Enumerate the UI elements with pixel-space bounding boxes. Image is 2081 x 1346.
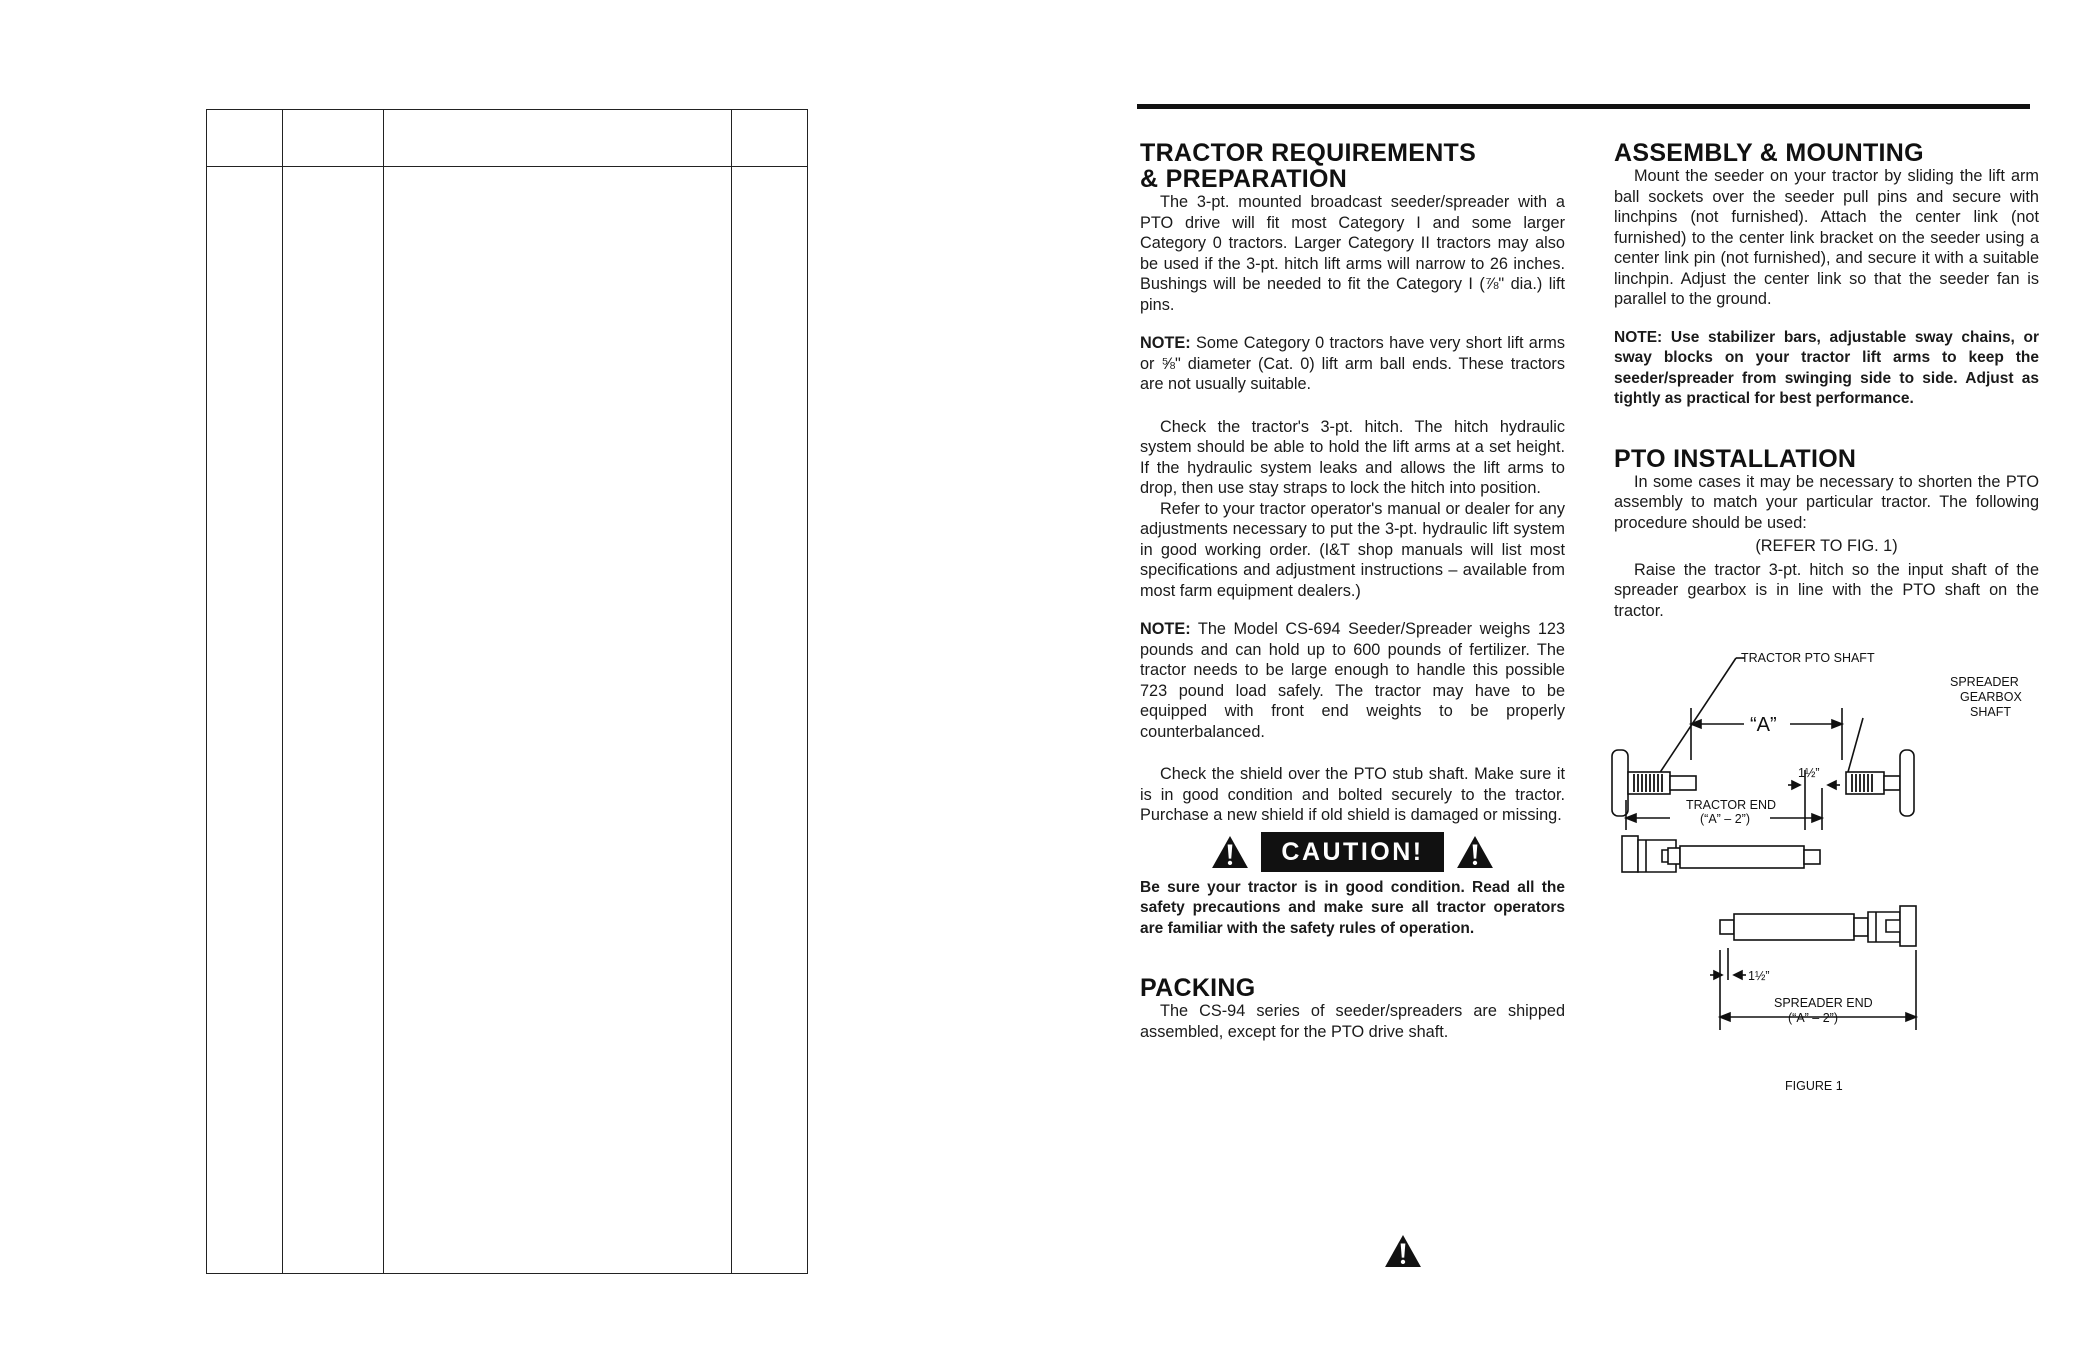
leader-line — [1655, 658, 1736, 780]
table-header-divider — [207, 166, 807, 167]
caution-banner — [1140, 832, 1565, 872]
top-rule — [1137, 104, 2030, 109]
gearbox-shaft-collar — [1884, 776, 1900, 790]
gearbox-flange — [1900, 750, 1914, 816]
tractor-heading-line2: & PREPARATION — [1140, 165, 1348, 193]
label-dimension-a: “A” — [1750, 714, 1777, 736]
assembly-text: Mount the seeder on your tractor by sliding the lift arm ball sockets over the seeder pull pins and secure with linchpins (not furnished). Attach the center link (not furnished) to the center link bracket on the seeder using a center link pin (not furnished), and secure it with a suitable linchpin. Adjust the center link so that the seeder fan is parallel to the ground. — [1614, 167, 2039, 308]
label-shaft: SHAFT — [1970, 705, 2011, 719]
label-spreader-end-dim: (“A” – 2”) — [1788, 1011, 1838, 1025]
spreader-end-tube — [1734, 914, 1854, 940]
tractor-end-tube — [1680, 846, 1804, 868]
pto-paragraph-1: In some cases it may be necessary to shorten the PTO assembly to match your particular tractor. The following procedure should be used: — [1614, 472, 2039, 532]
table-column-divider — [731, 110, 732, 1273]
tractor-note-2: NOTE: The Model CS-694 Seeder/Spreader weighs 123 pounds and can hold up to 600 pounds of fertilizer. The tractor needs to be large enough to handle this possible 723 pound load safely. The tractor may have to be equipped with front end weights to be properly counterbalanced. — [1140, 620, 1565, 741]
pto-paragraph-2: Raise the tractor 3-pt. hitch so the input shaft of the spreader gearbox is in line with the PTO shaft on the tractor. — [1614, 560, 2039, 620]
pto-refer: (REFER TO FIG. 1) — [1755, 537, 1898, 555]
caution-text: Be sure your tractor is in good condition. Read all the safety precautions and make sure all tractor operators are familiar with the safety rules of operation. — [1140, 878, 1565, 937]
pto-heading: PTO INSTALLATION — [1614, 444, 1857, 473]
figure-caption: FIGURE 1 — [1785, 1079, 1843, 1093]
label-one-half-bottom: 1½” — [1748, 969, 1770, 983]
blank-parts-table — [206, 109, 808, 1274]
packing-text: The CS-94 series of seeder/spreaders are shipped assembled, except for the PTO drive shaft. — [1140, 1002, 1565, 1041]
warning-triangle-icon — [1456, 835, 1494, 869]
label-tractor-pto-shaft: TRACTOR PTO SHAFT — [1741, 651, 1875, 665]
tractor-heading-line1: TRACTOR REQUIREMENTS — [1140, 139, 1477, 167]
packing-heading: PACKING — [1140, 974, 1256, 1002]
tractor-paragraph-1: The 3-pt. mounted broadcast seeder/spreader with a PTO drive will fit most Category I and some larger Category 0 tractors. Larger Category II tractors may also be used if the 3-pt. hitch lift arms will narrow to 26 inches. Bushings will be needed to fit the Category I (⅞" dia.) lift pins. — [1140, 193, 1565, 314]
warning-triangle-icon — [1384, 1234, 1422, 1268]
right-column — [1614, 140, 2039, 621]
pto-shaft-figure — [1610, 650, 2040, 1120]
table-column-divider — [383, 110, 384, 1273]
tractor-paragraph-3: Refer to your tractor operator's manual or dealer for any adjustments necessary to put the 3-pt. hydraulic lift system in good working order. (I&T shop manuals will list most specifications and adjustment instructions – available from most farm equipment dealers.) — [1140, 499, 1565, 600]
warning-triangle-icon — [1211, 835, 1249, 869]
tractor-paragraph-4: Check the shield over the PTO stub shaft. Make sure it is in good condition and bolted securely to the tractor. Purchase a new shield if old shield is damaged or missing. — [1140, 765, 1565, 824]
caution-label: CAUTION! — [1261, 832, 1443, 872]
leader-line — [1848, 718, 1863, 772]
tractor-pto-tip — [1670, 776, 1696, 790]
table-column-divider — [282, 110, 283, 1273]
label-gearbox: GEARBOX — [1960, 690, 2022, 704]
left-column — [1140, 140, 1565, 1042]
label-tractor-end-dim: (“A” – 2”) — [1700, 812, 1750, 826]
tractor-note-1: NOTE: Some Category 0 tractors have very short lift arms or ⅝" diameter (Cat. 0) lift arm ball ends. These tractors are not usually suitable. — [1140, 334, 1565, 393]
label-spreader: SPREADER — [1950, 675, 2019, 689]
label-tractor-end: TRACTOR END — [1686, 798, 1777, 812]
assembly-note: NOTE: Use stabilizer bars, adjustable sway chains, or sway blocks on your tractor lift arms to keep the seeder/spreader from swinging side to side. Adjust as tightly as practical for best performance. — [1614, 328, 2039, 407]
tractor-paragraph-2: Check the tractor's 3-pt. hitch. The hitch hydraulic system should be able to hold the lift arms at a set height. If the hydraulic system leaks and allows the lift arms to drop, then use stay straps to lock the hitch into position. — [1140, 417, 1565, 497]
assembly-heading: ASSEMBLY & MOUNTING — [1614, 139, 1924, 167]
label-spreader-end: SPREADER END — [1774, 996, 1873, 1010]
label-one-half-top: 1½” — [1798, 766, 1820, 780]
